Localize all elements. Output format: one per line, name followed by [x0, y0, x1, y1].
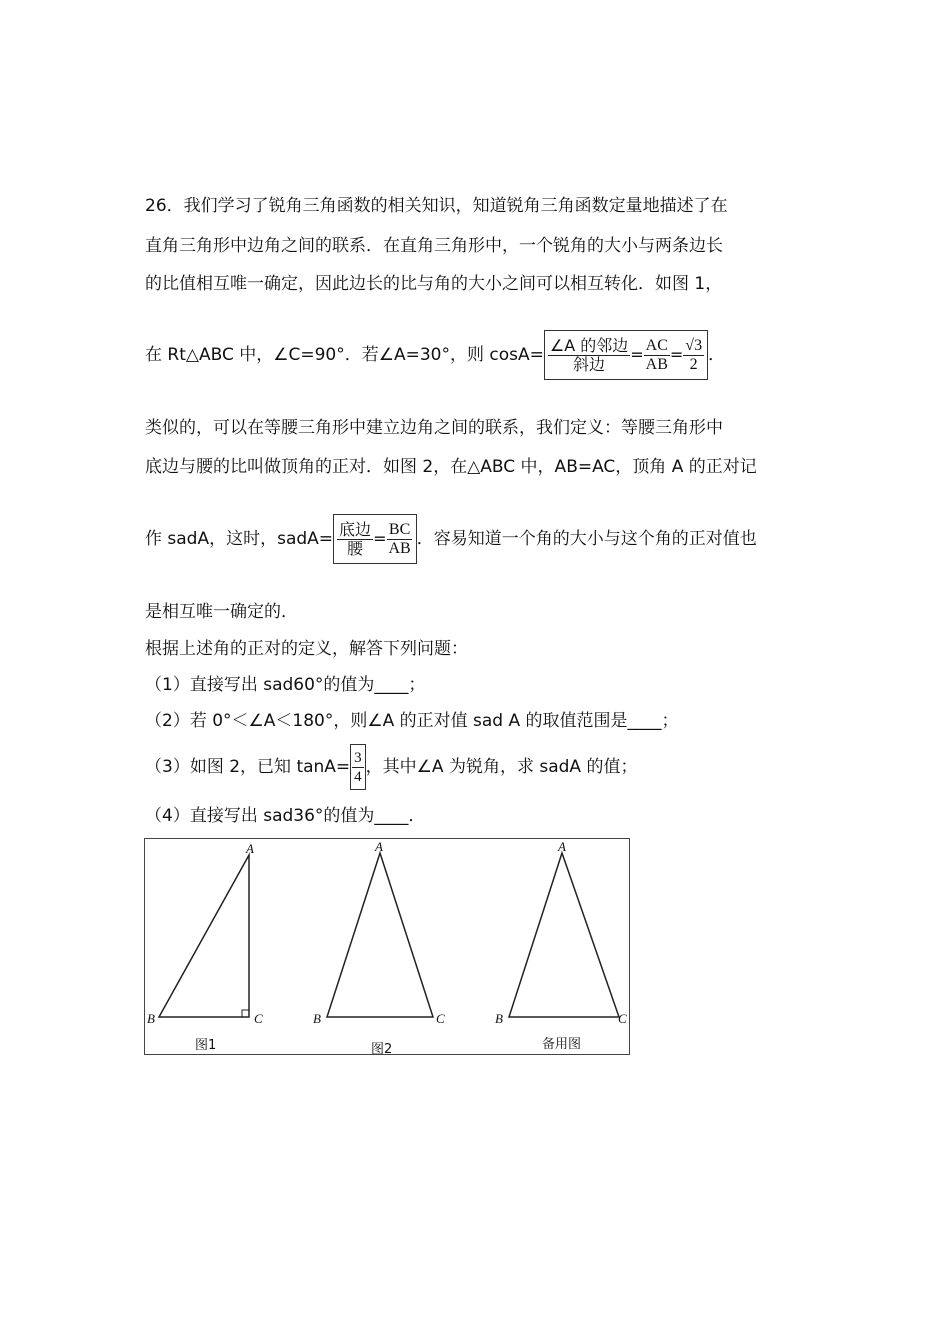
question-1: （1）直接写出 sad60°的值为____； — [145, 675, 426, 695]
fig1-caption: 图1 — [195, 1038, 217, 1053]
problem-line-1: 26．我们学习了锐角三角函数的相关知识，知道锐角三角函数定量地描述了在 — [145, 196, 728, 216]
fig1-right-angle-mark — [242, 1010, 249, 1017]
fig2-label-b: B — [313, 1011, 321, 1026]
cos-ac: AC — [645, 337, 668, 354]
cos-two: 2 — [689, 356, 698, 373]
cos-fraction-sides — [644, 337, 670, 374]
q3-suffix: ，其中∠A 为锐角，求 sadA 的值； — [365, 757, 638, 777]
problem-line-6: 底边与腰的比叫做顶角的正对．如图 2，在△ABC 中，AB=AC，顶角 A 的正对记 — [145, 457, 757, 477]
cos-equals-1: = — [630, 345, 644, 364]
sad-numerator: 底边 — [339, 520, 372, 539]
sad-continuation: ．容易知道一个角的大小与这个角的正对值也 — [416, 529, 757, 549]
figure-drawings — [145, 839, 629, 1054]
fig2-label-c: C — [436, 1011, 445, 1026]
fig3-label-c: C — [618, 1011, 627, 1026]
sad-equals: = — [373, 529, 387, 548]
figure-panel — [144, 838, 630, 1055]
problem-line-8: 是相互唯一确定的． — [145, 602, 298, 622]
fig3-caption: 备用图 — [542, 1037, 582, 1052]
sad-fraction-words — [337, 521, 373, 558]
sad-bc: BC — [388, 521, 411, 538]
fig2-label-a: A — [375, 839, 383, 854]
problem-line-9: 根据上述角的正对的定义，解答下列问题： — [145, 639, 468, 659]
problem-line-2: 直角三角形中边角之间的联系．在直角三角形中，一个锐角的大小与两条边长 — [145, 236, 723, 256]
problem-line-3: 的比值相互唯一确定，因此边长的比与角的大小之间可以相互转化．如图 1， — [145, 274, 723, 294]
fig1-label-c: C — [254, 1011, 263, 1026]
question-4: （4）直接写出 sad36°的值为____． — [145, 806, 426, 826]
fig3-label-b: B — [495, 1011, 503, 1026]
tan-numerator: 3 — [354, 750, 362, 766]
cos-formula-box — [544, 330, 708, 380]
problem-line-7 — [145, 514, 757, 564]
sad-formula-box — [333, 514, 417, 564]
problem-line-5: 类似的，可以在等腰三角形中建立边角之间的联系，我们定义：等腰三角形中 — [145, 418, 723, 438]
fig3-isosceles-triangle — [509, 853, 619, 1017]
question-2: （2）若 0°＜∠A＜180°，则∠A 的正对值 sad A 的取值范围是____； — [145, 711, 679, 731]
cos-equals-2: = — [669, 345, 684, 364]
sad-fraction-sides — [386, 521, 412, 558]
fig1-right-triangle — [159, 855, 249, 1017]
cos-denominator: 斜边 — [573, 355, 606, 374]
fig3-label-a: A — [558, 839, 566, 854]
tan-fraction — [352, 749, 364, 786]
fig2-caption: 图2 — [371, 1042, 393, 1057]
tan-denominator: 4 — [354, 769, 362, 785]
fig1-label-a: A — [246, 841, 254, 856]
sad-denominator: 腰 — [347, 539, 364, 558]
cos-sqrt3: √3 — [685, 337, 703, 354]
cos-fraction-words — [548, 337, 630, 374]
cos-period: ． — [708, 345, 726, 365]
cos-numerator: ∠A 的邻边 — [549, 336, 629, 355]
cos-fraction-value — [683, 337, 704, 374]
problem-line-4 — [145, 330, 725, 380]
cos-definition-text: 在 Rt△ABC 中，∠C=90°．若∠A=30°，则 cosA= — [145, 345, 544, 365]
tan-box — [350, 744, 366, 790]
fig2-isosceles-triangle — [327, 853, 433, 1017]
cos-ab: AB — [645, 356, 668, 373]
question-3 — [145, 744, 637, 790]
sad-definition-text: 作 sadA，这时，sadA= — [145, 529, 334, 549]
q3-text: （3）如图 2，已知 tanA= — [145, 757, 351, 777]
sad-ab: AB — [388, 540, 411, 557]
fig1-label-b: B — [147, 1011, 155, 1026]
